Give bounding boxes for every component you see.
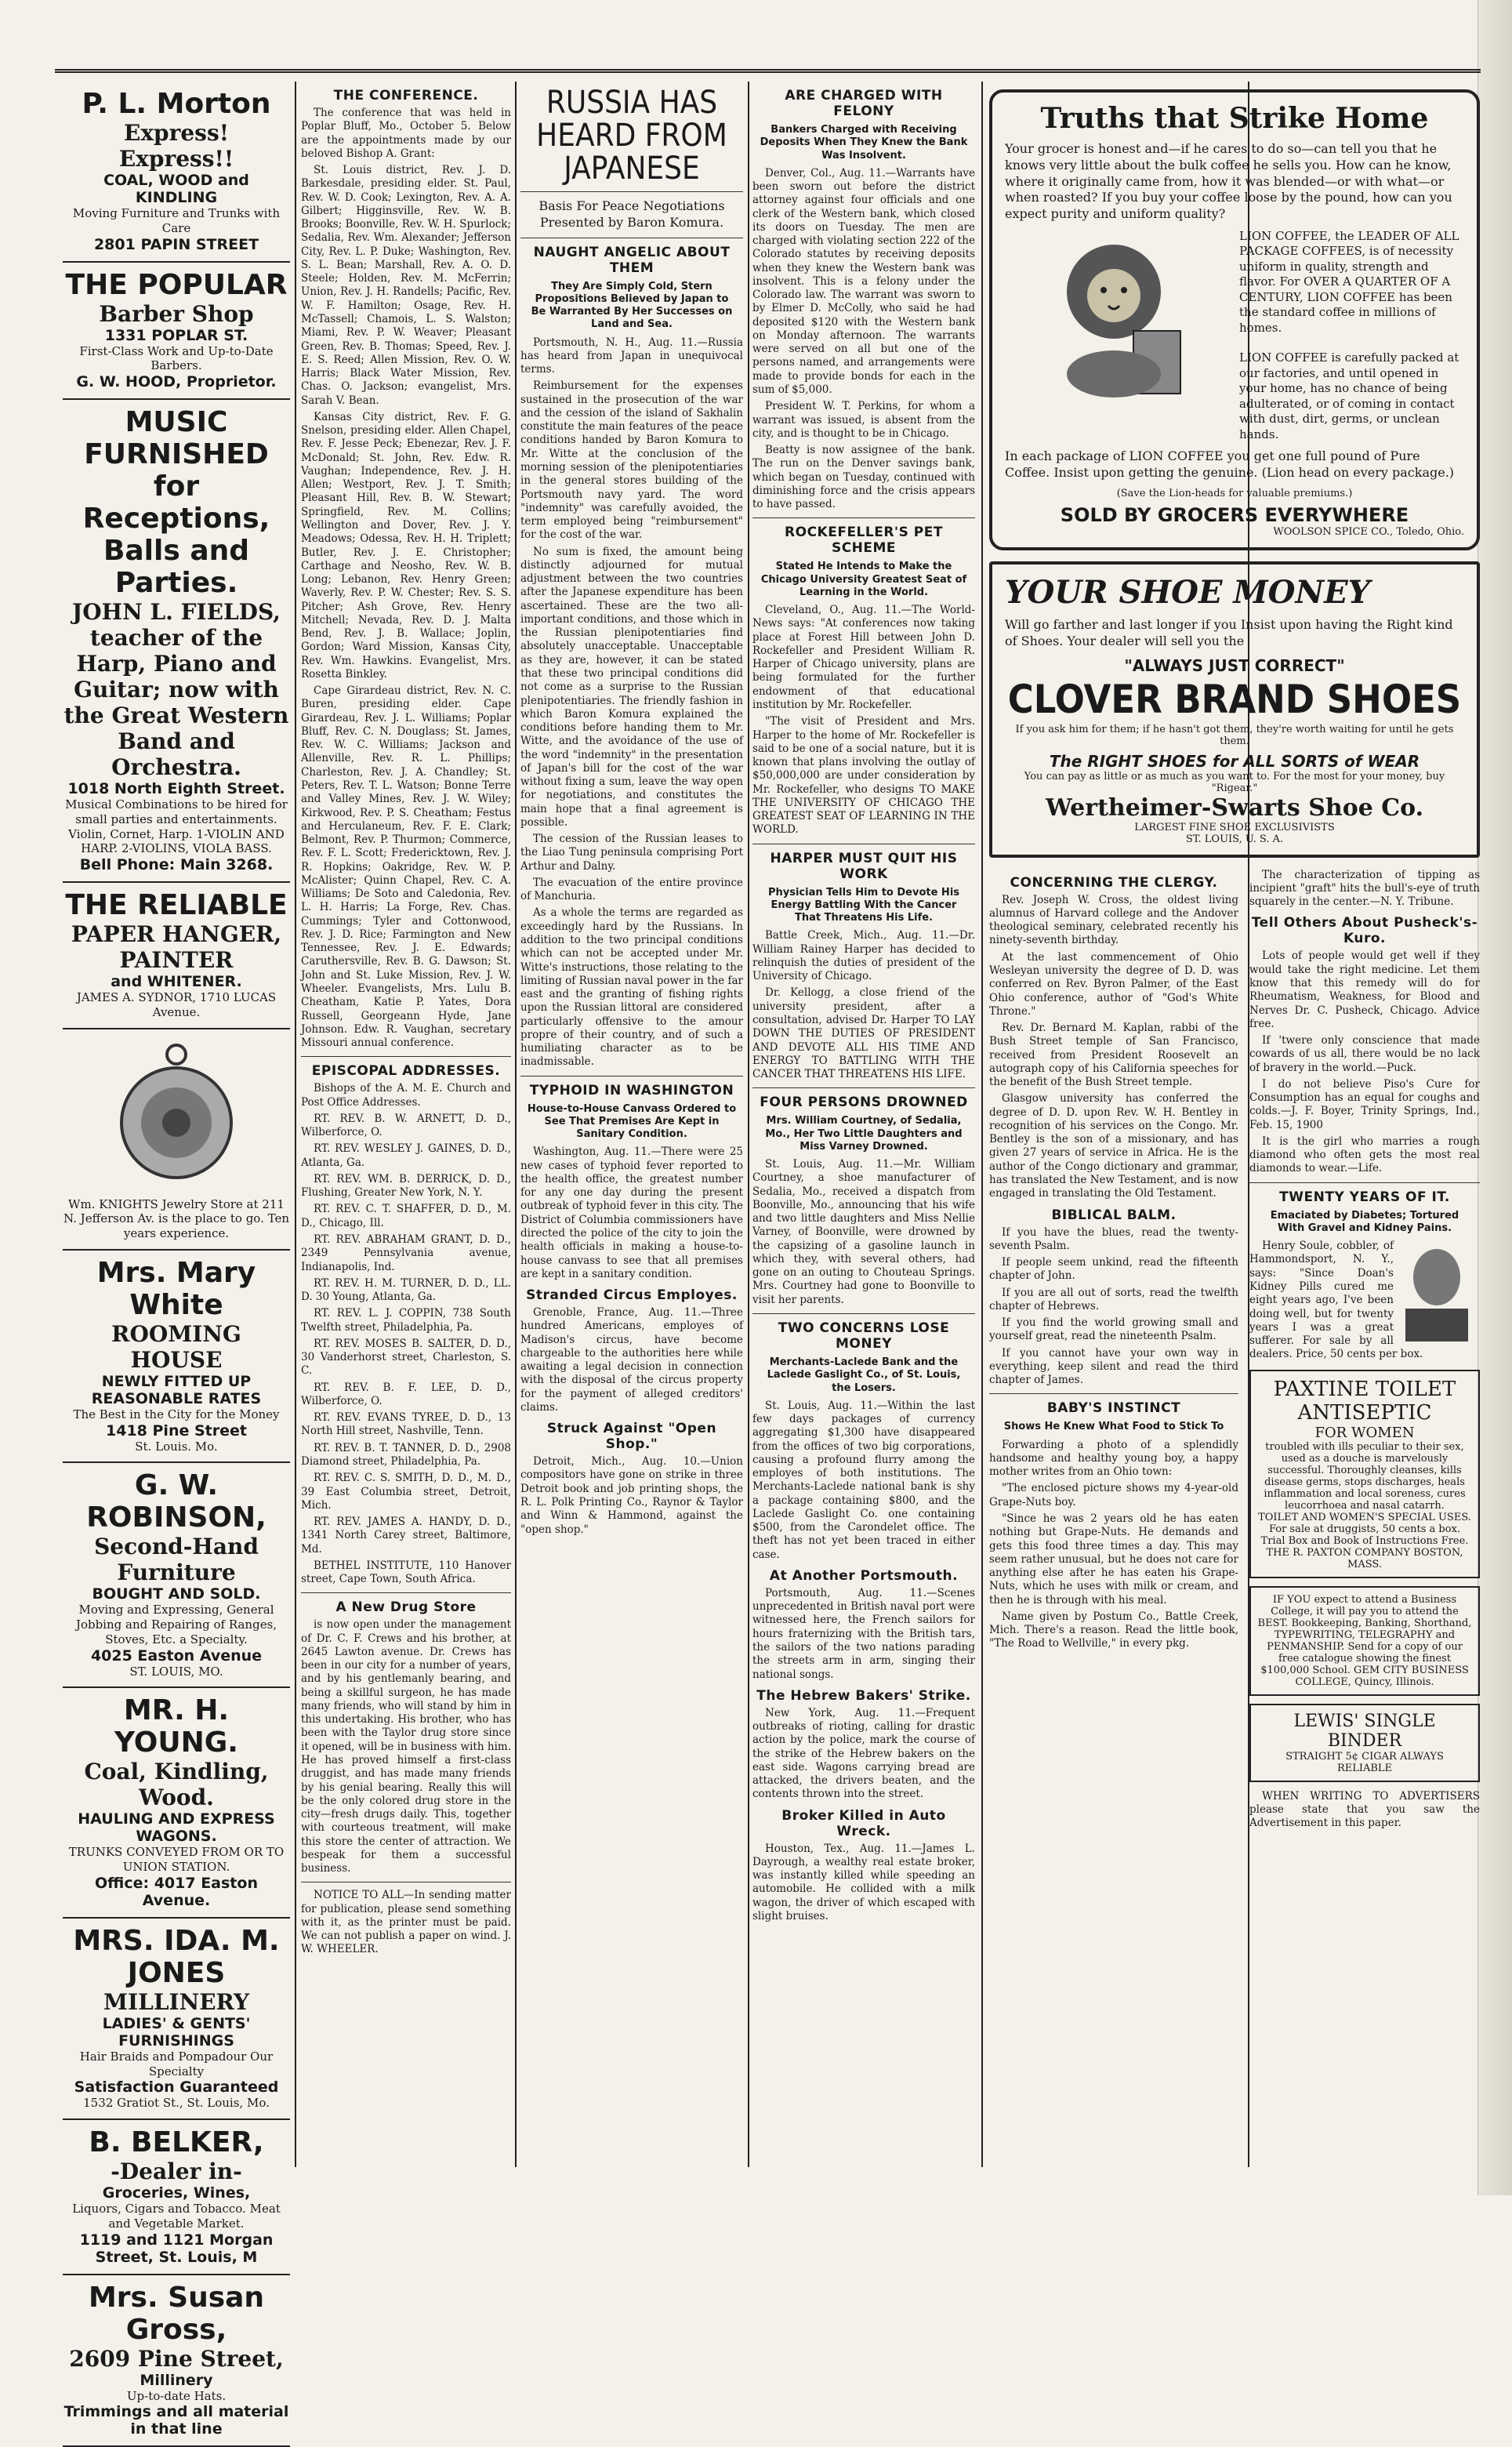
clergy-heading: CONCERNING THE CLERGY.: [989, 875, 1238, 891]
episcopal-paragraph: RT. REV. MOSES B. SALTER, D. D., 30 Vanderhorst street, Charleston, S. C.: [301, 1338, 511, 1378]
conference-column: [301, 82, 511, 2167]
episcopal-intro: Bishops of the A. M. E. Church and Post Office Addresses.: [301, 1082, 511, 1109]
barber-ad-line: G. W. HOOD, Proprietor.: [63, 373, 290, 390]
twoconcerns-deck: Merchants-Laclede Bank and the Laclede Gaslight Co., of St. Louis, the Losers.: [759, 1356, 969, 1395]
harper-paragraph: Dr. Kellogg, a close friend of the university president, after a consultation, advised Dr. Harper TO LAY DOWN THE DUTIES OF PRESIDENT AND DEVOTE ALL HIS TIME AND ENERGY TO BATTLING WITH THE CANCER THAT THREATENS HIS LIFE.: [752, 986, 975, 1081]
clover-pay: You can pay as little or as much as you want to. For the most for your money, buy "Rigear.": [1005, 771, 1464, 794]
clover-brand: CLOVER BRAND SHOES: [1005, 680, 1464, 719]
page-edge: [1478, 0, 1512, 2195]
drowned-body: [752, 1158, 975, 1307]
young-ad: [63, 1688, 290, 1919]
column-rule: [295, 82, 296, 2167]
young-ad-line: HAULING AND EXPRESS WAGONS.: [63, 1810, 290, 1845]
russia-subhead: NAUGHT ANGELIC ABOUT THEM: [520, 245, 743, 276]
rooming-ad-line: NEWLY FITTED UP REASONABLE RATES: [63, 1373, 290, 1407]
robinson-ad-line: G. W. ROBINSON,: [63, 1469, 290, 1534]
clergy-paragraph: At the last commencement of Ohio Wesleyan university the degree of D. D. was conferred on Rev. Byron Palmer, of the East Ohio conference, author of "God's White Throne.": [989, 951, 1238, 1018]
clover-city: ST. LOUIS, U. S. A.: [1005, 833, 1464, 845]
robinson-ad-line: Second-Hand Furniture: [63, 1534, 290, 1585]
lewis-title: LEWIS' SINGLE BINDER: [1257, 1712, 1472, 1751]
bakers-text: New York, Aug. 11.—Frequent outbreaks of rioting, calling for drastic action by the police, mark the course of the strike of the Hebrew bakers on the east side. Wagons carrying bread are attacked, the drivers beaten, and the contents thrown into the street.: [752, 1707, 975, 1802]
baby-paragraph: Forwarding a photo of a splendidly handsome and healthy young boy, a happy mother writes from an Ohio town:: [989, 1439, 1238, 1479]
episcopal-list: [301, 1113, 511, 1587]
belker-ad: [63, 2120, 290, 2275]
lewis-ad: [1249, 1704, 1480, 1782]
lion-icon: [1039, 229, 1196, 409]
conference-body: [301, 107, 511, 1050]
conference-paragraph: St. Louis district, Rev. J. D. Barkesdale, presiding elder. St. Paul, Rev. W. D. Cook; Lexington, Rev. A. A. Gilbert; Higginsville, Rev. W. B. Brooks; Boonville, Rev. W. H. Spurlock; Sedalia, Rev. Wm. Alexander; Jefferson City, Rev. L. P. Duke; Washington, Rev. S. L. Bean; Marshall, Rev. A. O. D. Steele; Holden, Rev. M. McFerrin; Union, Rev. J. H. Randells; Pacific, Rev. W. F. Hamilton; Osage, Rev. H. McTassell; Chamois, L. S. Walston; Miami, Rev. P. W. Weaver; Pleasant Green, Rev. B. Thomas; Speed, Rev. J. E. S. Reed; Allen Mission, Rev. O. W. Harris; Black Water Mission, Rev. Chas. O. Jackson; evangelist, Mrs. Sarah V. Bean.: [301, 164, 511, 408]
twenty-heading: TWENTY YEARS OF IT.: [1249, 1189, 1480, 1205]
notice-text: NOTICE TO ALL—In sending matter for publication, please send something with it, as the printer must be paid. We can not publish a paper on wind. J. W. WHEELER.: [301, 1889, 511, 1956]
paxtine-title: PAXTINE TOILET ANTISEPTIC: [1257, 1378, 1472, 1425]
paxtine-foot: TOILET AND WOMEN'S SPECIAL USES. For sale at druggists, 50 cents a box. Trial Box and Book of Instructions Free. THE R. PAXTON COMPANY BOSTON, MASS.: [1257, 1512, 1472, 1570]
clover-tag: LARGEST FINE SHOE EXCLUSIVISTS: [1005, 822, 1464, 833]
morton-ad-line: Express! Express!!: [63, 120, 290, 172]
episcopal-paragraph: RT. REV. L. J. COPPIN, 738 South Twelfth street, Philadelphia, Pa.: [301, 1307, 511, 1334]
rooming-ad-line: ROOMING HOUSE: [63, 1321, 290, 1373]
pocket-watch-icon: [118, 1040, 235, 1189]
advertiser-notice: WHEN WRITING TO ADVERTISERS please state that you saw the Advertisement in this paper.: [1249, 1790, 1480, 1831]
morton-ad-line: COAL, WOOD and KINDLING: [63, 172, 290, 206]
broker-heading: Broker Killed in Auto Wreck.: [752, 1808, 975, 1839]
lion-coffee-claim-1: LION COFFEE, the LEADER OF ALL PACKAGE COFFEES, is of necessity uniform in quality, strength and flavor. For OVER A QUARTER OF A CENTURY, LION COFFEE has been the standard coffee in millions of homes.: [1239, 229, 1464, 336]
lion-coffee-text: Your grocer is honest and—if he cares to do so—can tell you that he knows very little about the bulk coffee he sells you. How can he know, where it originally came from, how it was blended—or with what—or when roasted? If you buy your coffee loose by the pound, how can you expect purity and uniform quality?: [1005, 141, 1464, 223]
belker-ad-line: Liquors, Cigars and Tobacco. Meat and Vegetable Market.: [63, 2202, 290, 2231]
baby-deck: Shows He Knew What Food to Stick To: [995, 1421, 1232, 1433]
music-ad-line: 1018 North Eighth Street.: [63, 780, 290, 797]
masthead-rule: [55, 69, 1481, 73]
jones-ad-line: LADIES' & GENTS' FURNISHINGS: [63, 2015, 290, 2049]
conference-paragraph: The conference that was held in Poplar Bluff, Mo., October 5. Below are the appointments made by our beloved Bishop A. Grant:: [301, 107, 511, 161]
episcopal-paragraph: RT. REV. WESLEY J. GAINES, D. D., Atlanta, Ga.: [301, 1142, 511, 1170]
barber-ad-line: 1331 POPLAR ST.: [63, 327, 290, 344]
rooming-ad: [63, 1251, 290, 1464]
clover-ask: If you ask him for them; if he hasn't got them, they're worth waiting for until he gets them.: [1005, 724, 1464, 747]
conference-article: [301, 88, 511, 1957]
clergy-paragraph: Rev. Dr. Bernard M. Kaplan, rabbi of the Bush Street temple of San Francisco, received from President Roosevelt an autograph copy of his California speeches for the benefit of the Bush Street temple.: [989, 1022, 1238, 1089]
paperhanger-ad-line: PAPER HANGER, PAINTER: [63, 921, 290, 973]
jones-ad-line: MRS. IDA. M. JONES: [63, 1925, 290, 1989]
ads-column: [63, 82, 290, 2167]
episcopal-heading: EPISCOPAL ADDRESSES.: [301, 1063, 511, 1079]
episcopal-paragraph: RT. REV. C. S. SMITH, D. D., M. D., 39 East Columbia street, Detroit, Mich.: [301, 1472, 511, 1512]
clover-shoe-ad: [989, 561, 1480, 858]
lewis-sub: STRAIGHT 5¢ CIGAR ALWAYS RELIABLE: [1257, 1751, 1472, 1774]
lion-coffee-ad: [989, 89, 1480, 550]
jones-ad-line: 1532 Gratiot St., St. Louis, Mo.: [63, 2096, 290, 2111]
barber-ad: [63, 263, 290, 401]
episcopal-paragraph: RT. REV. WM. B. DERRICK, D. D., Flushing, Greater New York, N. Y.: [301, 1173, 511, 1200]
jones-ad-line: Satisfaction Guaranteed: [63, 2078, 290, 2096]
russia-paragraph: The evacuation of the entire province of Manchuria.: [520, 877, 743, 904]
russia-paragraph: Portsmouth, N. H., Aug. 11.—Russia has heard from Japan in unequivocal terms.: [520, 336, 743, 377]
rockefeller-heading: ROCKEFELLER'S PET SCHEME: [752, 525, 975, 556]
episcopal-paragraph: RT. REV. B. F. LEE, D. D., Wilberforce, O.: [301, 1381, 511, 1409]
divider: [752, 1087, 975, 1088]
gemcity-ad: [1249, 1586, 1480, 1696]
tipping-text: The characterization of tipping as incipient "graft" hits the bull's-eye of truth squarely in the center.—N. Y. Tribune.: [1249, 869, 1480, 909]
column-rule: [515, 82, 517, 2167]
robinson-ad-line: ST. LOUIS, MO.: [63, 1665, 290, 1679]
music-ad-line: Bell Phone: Main 3268.: [63, 856, 290, 873]
divider: [989, 1393, 1238, 1394]
baby-paragraph: "The enclosed picture shows my 4-year-old Grape-Nuts boy.: [989, 1482, 1238, 1509]
rooming-ad-line: The Best in the City for the Money: [63, 1407, 290, 1422]
puck-quip: If 'twere only conscience that made cowards of us all, there would be no lack of bravery in the world.—Puck.: [1249, 1034, 1480, 1075]
shoe-money-text: Will go farther and last longer if you Insist upon having the Right kind of Shoes. Your dealer will sell you the: [1005, 617, 1464, 650]
felony-body: [752, 167, 975, 512]
balm-heading: BIBLICAL BALM.: [989, 1207, 1238, 1223]
gross-ad-line: Trimmings and all material in that line: [63, 2403, 290, 2438]
conference-paragraph: Cape Girardeau district, Rev. N. C. Buren, presiding elder. Cape Girardeau, Rev. J. L. Williams; Poplar Bluff, Rev. C. N. Douglass; St. James, Rev. W. C. Williams; Jackson and Allenville, Rev. R. L. Phillips; Charleston, Rev. J. A. Chandley; St. Peters, Rev. T. L. Watson; Bonne Terre and Valley Mines, Rev. J. W. Wiley; Kirkwood, Rev. P. S. Cheatham; Festus and Herculaneum, Rev. F. E. Clark; Belmont, Rev. P. Thurmon; Commerce, Rev. F. L. Scott; Fredericktown, Rev. J. R. Hopkins; Oakridge, Rev. W. P. McAlister; Quinn Chapel, Rev. C. A. Williams; De Soto and Caledonia, Rev. L. H. Harris; La Forge, Rev. Chas. Cummings; Tyler and Cottonwood, Rev. J. D. Rice; Farmington and New Tennessee, Rev. J. E. Edwards; Caruthersville, Rev. B. G. Dawson; St. John and St. Luke Mission, Rev. J. W. Wheeler. Evangelists, Mrs. Lulu B. Cheatham, Katie P. Yates, Dora Russell, Georgeann Hyde, Jane Johnson. Edw. R. Vaughan, secretary Missouri annual conference.: [301, 684, 511, 1050]
felony-heading: ARE CHARGED WITH FELONY: [752, 88, 975, 119]
clergy-column: [989, 869, 1238, 1834]
episcopal-paragraph: RT. REV. EVANS TYREE, D. D., 13 North Hill street, Nashville, Tenn.: [301, 1411, 511, 1439]
paperhanger-ad-line: and WHITENER.: [63, 973, 290, 990]
music-ad-line: Musical Combinations to be hired for small parties and entertainments. Violin, Cornet, Harp. 1-VIOLIN AND HARP. 2-VIOLINS, VIOLA BASS.: [63, 797, 290, 856]
typhoid-paragraph: Washington, Aug. 11.—There were 25 new cases of typhoid fever reported to the health office, the greatest number for any one day during the present outbreak of typhoid fever in this city. The District of Columbia commissioners have directed the police of the city to join the health officials in making a house-to-house canvass to see that all premises are kept in a sanitary condition.: [520, 1145, 743, 1281]
paxtine-text: troubled with ills peculiar to their sex, used as a douche is marvelously successful. Thoroughly cleanses, kills disease germs, stops discharges, heals inflammation and local soreness, cures leucorrhoea and nasal catarrh.: [1257, 1441, 1472, 1512]
balm-paragraph: If you find the world growing small and yourself great, read the nineteenth Psalm.: [989, 1316, 1238, 1344]
gross-ad: [63, 2275, 290, 2447]
right-columns: [989, 82, 1480, 2167]
lion-coffee-sold: SOLD BY GROCERS EVERYWHERE: [1005, 504, 1464, 526]
harper-paragraph: Battle Creek, Mich., Aug. 11.—Dr. William Rainey Harper has decided to relinquish the duties of president of the University of Chicago.: [752, 929, 975, 983]
twoconcerns-paragraph: St. Louis, Aug. 11.—Within the last few days packages of currency aggregating $1,300 have disappeared from the offices of two big corporations, causing a profound flurry among the employes of both institutions. The Merchants-Laclede national bank is shy a package containing $800, and the Laclede Gaslight Co. one containing $500, from the Carondelet office. The theft has not yet been traced in either case.: [752, 1400, 975, 1562]
openshop-heading: Struck Against "Open Shop.": [520, 1421, 743, 1452]
russia-paragraph: The cession of the Russian leases to the Liao Tung peninsula comprising Port Arthur and Dalny.: [520, 833, 743, 873]
divider: [301, 1592, 511, 1593]
rockefeller-deck: Stated He Intends to Make the Chicago University Greatest Seat of Learning in the World.: [759, 561, 969, 599]
column-rule: [981, 82, 983, 2167]
russia-column: [520, 82, 743, 2167]
belker-ad-line: B. BELKER,: [63, 2126, 290, 2158]
stranded-heading: Stranded Circus Employes.: [520, 1287, 743, 1303]
divider: [301, 1056, 511, 1057]
conference-heading: THE CONFERENCE.: [301, 88, 511, 103]
jones-ad-line: MILLINERY: [63, 1989, 290, 2015]
episcopal-paragraph: RT. REV. JAMES A. HANDY, D. D., 1341 North Carey street, Baltimore, Md.: [301, 1516, 511, 1556]
news-column: [752, 82, 975, 2167]
paxtine-sub: FOR WOMEN: [1257, 1425, 1472, 1441]
russia-body: [520, 336, 743, 1069]
rockefeller-body: [752, 604, 975, 837]
rooming-ad-line: 1418 Pine Street: [63, 1422, 290, 1440]
rockefeller-paragraph: Cleveland, O., Aug. 11.—The World-News says: "At conferences now taking place at Forest Hill between John D. Rockefeller and President William R. Harper of Chicago university, plans are being formulated for the further endowment of that educational institution by Mr. Rockefeller.: [752, 604, 975, 712]
gross-ad-line: Up-to-date Hats.: [63, 2389, 290, 2404]
drowned-paragraph: St. Louis, Aug. 11.—Mr. William Courtney, a shoe manufacturer of Sedalia, Mo., received a dispatch from Boonville, Mo., announcing that his wife and two little daughters and Miss Nellie Varney, of Boonville, were drowned by the capsizing of a gasoline launch in which they, with several others, had gone on an outing to Chouteau Springs. Mrs. Courtney had gone to Boonville to visit her parents.: [752, 1158, 975, 1307]
lion-coffee-title: Truths that Strike Home: [1005, 102, 1464, 135]
balm-paragraph: If you are all out of sorts, read the twelfth chapter of Hebrews.: [989, 1287, 1238, 1314]
russia-sub: Basis For Peace Negotiations Presented by Baron Komura.: [520, 198, 743, 231]
robinson-ad-line: Moving and Expressing, General Jobbing and Repairing of Ranges, Stoves, Etc. a Specialty.: [63, 1603, 290, 1646]
harper-deck: Physician Tells Him to Devote His Energy Battling With the Cancer That Threatens His Life.: [759, 887, 969, 925]
gross-ad-line: Millinery: [63, 2372, 290, 2389]
misc-column: [1249, 869, 1480, 1834]
morton-ad: [63, 82, 290, 263]
felony-paragraph: Denver, Col., Aug. 11.—Warrants have been sworn out before the district attorney against four officials and one clerk of the Western bank, which closed its doors on Tuesday. The men are charged with violating section 222 of the Colorado statutes by receiving deposits when they knew the Western bank was insolvent. This is a felony under the Colorado law. The warrant was sworn to by Elmer D. McColly, who said he had deposited $120 with the Western bank on Monday afternoon. The warrants were served on all but one of the persons named, and arrangements were made to provide bonds for each in the sum of $5,000.: [752, 167, 975, 398]
barber-ad-line: First-Class Work and Up-to-Date Barbers.: [63, 344, 290, 374]
young-ad-line: Office: 4017 Easton Avenue.: [63, 1875, 290, 1909]
lion-coffee-maker: WOOLSON SPICE CO., Toledo, Ohio.: [1005, 526, 1464, 538]
twenty-deck: Emaciated by Diabetes; Tortured With Gravel and Kidney Pains.: [1256, 1210, 1474, 1236]
divider: [1249, 1182, 1480, 1183]
clover-right: The RIGHT SHOES for ALL SORTS of WEAR: [1005, 752, 1464, 771]
broker-text: Houston, Tex., Aug. 11.—James L. Dayrough, a wealthy real estate broker, was instantly killed while speeding an automobile. He collided with a milk wagon, the driver of which escaped with slight bruises.: [752, 1843, 975, 1924]
divider: [520, 191, 743, 192]
gemcity-text: IF YOU expect to attend a Business College, it will pay you to attend the BEST. Bookkeeping, Banking, Shorthand, TYPEWRITING, TELEGRAPHY and PENMANSHIP. Send for a copy of our free catalogue showing the finest $100,000 School. GEM CITY BUSINESS COLLEGE, Quincy, Illinois.: [1257, 1594, 1472, 1688]
music-ad: [63, 400, 290, 883]
morton-ad-line: Moving Furniture and Trunks with Care: [63, 206, 290, 236]
episcopal-paragraph: RT. REV. C. T. SHAFFER, D. D., M. D., Chicago, Ill.: [301, 1203, 511, 1230]
drugstore-text: is now open under the management of Dr. C. F. Crews and his brother, at 2645 Lawton avenue. Dr. Crews has been in our city for a number of years, and by his gentlemanly bearing, and being a skillful surgeon, he has made many friends, who will stand by him in this undertaking. His brother, who has been with the Taylor drug store since it opened, will be in business with him. He has proved himself a first-class druggist, and has made many friends by his genial bearing. Really this will be the only colored drug store in the city—fresh drugs daily. This, together with courteous treatment, will make this store the center of attraction. We bespeak for them a successful business.: [301, 1618, 511, 1875]
gross-ad-line: 2609 Pine Street,: [63, 2346, 290, 2372]
jones-ad-line: Hair Braids and Pompadour Our Specialty: [63, 2049, 290, 2079]
episcopal-paragraph: RT. REV. H. M. TURNER, D. D., LL. D. 30 Young, Atlanta, Ga.: [301, 1277, 511, 1305]
robinson-ad-line: BOUGHT AND SOLD.: [63, 1585, 290, 1603]
bakers-heading: The Hebrew Bakers' Strike.: [752, 1688, 975, 1704]
robinson-ad: [63, 1463, 290, 1688]
felony-deck: Bankers Charged with Receiving Deposits When They Knew the Bank Was Insolvent.: [759, 124, 969, 162]
twenty-text: Henry Soule, cobbler, of Hammondsport, N. Y., says: "Since Doan's Kidney Pills cured me eight years ago, I've been doing well, but for twenty years I was a great sufferer. For sale by all dealers. Price, 50 cents per box.: [1249, 1240, 1480, 1361]
episcopal-paragraph: BETHEL INSTITUTE, 110 Hanover street, Cape Town, South Africa.: [301, 1559, 511, 1587]
rooming-ad-line: Mrs. Mary White: [63, 1257, 290, 1321]
balm-paragraph: If people seem unkind, read the fifteenth chapter of John.: [989, 1256, 1238, 1283]
baby-body: [989, 1439, 1238, 1651]
pusheck-heading: Tell Others About Pusheck's-Kuro.: [1249, 915, 1480, 946]
knights-ad: [63, 1029, 290, 1251]
paxtine-ad: [1249, 1370, 1480, 1578]
typhoid-body: [520, 1145, 743, 1281]
young-ad-line: TRUNKS CONVEYED FROM OR TO UNION STATION.: [63, 1845, 290, 1875]
clergy-body: [989, 894, 1238, 1201]
man-portrait-icon: [1394, 1240, 1480, 1341]
lion-coffee-claim-3: In each package of LION COFFEE you get one full pound of Pure Coffee. Insist upon getting the genuine. (Lion head on every package.): [1005, 448, 1464, 481]
clover-slogan: "ALWAYS JUST CORRECT": [1005, 656, 1464, 675]
episcopal-paragraph: RT. REV. B. W. ARNETT, D. D., Wilberforce, O.: [301, 1113, 511, 1140]
belker-ad-line: Groceries, Wines,: [63, 2184, 290, 2202]
harper-body: [752, 929, 975, 1081]
divider: [752, 1313, 975, 1314]
belker-ad-line: 1119 and 1121 Morgan Street, St. Louis, M: [63, 2231, 290, 2266]
baby-paragraph: Name given by Postum Co., Battle Creek, Mich. There's a reason. Read the little book, "The Road to Wellville," in every pkg.: [989, 1610, 1238, 1651]
robinson-ad-line: 4025 Easton Avenue: [63, 1647, 290, 1665]
twoconcerns-heading: TWO CONCERNS LOSE MONEY: [752, 1320, 975, 1352]
jones-ad: [63, 1919, 290, 2120]
paperhanger-ad-line: THE RELIABLE: [63, 889, 290, 921]
baby-heading: BABY'S INSTINCT: [989, 1400, 1238, 1416]
openshop-text: Detroit, Mich., Aug. 10.—Union compositors have gone on strike in three Detroit book and job printing shops, the R. L. Polk Printing Co., Raynor & Taylor and Winn & Hammond, against the "open shop.": [520, 1455, 743, 1537]
rockefeller-paragraph: "The visit of President and Mrs. Harper to the home of Mr. Rockefeller is said to be one of a social nature, but it is known that plans involving the outlay of $50,000,000 are under consideration by Mr. Rockefeller, who designs TO MAKE THE UNIVERSITY OF CHICAGO THE GREATEST SEAT OF LEARNING IN THE WORLD.: [752, 715, 975, 837]
russia-paragraph: No sum is fixed, the amount being distinctly adjourned for mutual adjustment between the two countries after the Japanese expenditure has been ascertained. These are the two all-important conditions, and those which in the Russian plenipotentiaries find absolutely unacceptable. Unacceptable as they are, however, it can be stated that these two principal conditions did not come as a surprise to the Russian plenipotentiaries. The friendly fashion in which Baron Komura explained the conditions before handing them to Mr. Witte, and the avoidance of the use of the word "indemnity" in the presentation of Japan's bill for the cost of the war without fixing a sum, leave the way open for negotiations, and constitutes the main hope that a final agreement is possible.: [520, 546, 743, 830]
drowned-deck: Mrs. William Courtney, of Sedalia, Mo., Her Two Little Daughters and Miss Varney Drowned.: [759, 1115, 969, 1153]
belker-ad-line: -Dealer in-: [63, 2158, 290, 2184]
episcopal-paragraph: RT. REV. ABRAHAM GRANT, D. D., 2349 Pennsylvania avenue, Indianapolis, Ind.: [301, 1233, 511, 1274]
piso-text: I do not believe Piso's Cure for Consumption has an equal for coughs and colds.—J. F. Boyer, Trinity Springs, Ind., Feb. 15, 1900: [1249, 1078, 1480, 1132]
barber-ad-line: Barber Shop: [63, 301, 290, 327]
barber-ad-line: THE POPULAR: [63, 269, 290, 301]
russia-headline: RUSSIA HAS HEARD FROM JAPANESE: [520, 86, 743, 185]
knights-ad-line: Wm. KNIGHTS Jewelry Store at 211 N. Jefferson Av. is the place to go. Ten years experience.: [63, 1197, 290, 1241]
stranded-text: Grenoble, France, Aug. 11.—Three hundred Americans, employes of Madison's circus, have become chargeable to the authorities here while awaiting a legal decision in connection with the disposal of the circus property for the payment of alleged creditors' claims.: [520, 1306, 743, 1414]
shoe-money-title: YOUR SHOE MONEY: [1005, 574, 1464, 611]
life-quip: It is the girl who marries a rough diamond who often gets the most real diamonds to wear.—Life.: [1249, 1135, 1480, 1176]
felony-article: [752, 88, 975, 1923]
portsmouth-text: Portsmouth, Aug. 11.—Scenes unprecedented in British naval port were witnessed here, the French sailors for hours fraternizing with the British tars, the sailors of the two nations parading the streets arm in arm, singing their national songs.: [752, 1587, 975, 1682]
drowned-heading: FOUR PERSONS DROWNED: [752, 1095, 975, 1110]
balm-body: [989, 1226, 1238, 1388]
morton-ad-line: 2801 PAPIN STREET: [63, 236, 290, 253]
column-rule: [748, 82, 749, 2167]
clover-company: Wertheimer-Swarts Shoe Co.: [1005, 794, 1464, 822]
baby-paragraph: "Since he was 2 years old he has eaten nothing but Grape-Nuts. He demands and gets this food three times a day. This may seem rather unusual, but he does not care for anything else after he has eaten his Grape-Nuts, which he uses with milk or cream, and then he is through with his meal.: [989, 1512, 1238, 1607]
young-ad-line: Coal, Kindling, Wood.: [63, 1759, 290, 1810]
lion-coffee-note: (Save the Lion-heads for valuable premiums.): [1005, 488, 1464, 499]
russia-paragraph: As a whole the terms are regarded as exceedingly hard by the Russians. In addition to the two principal conditions which can not be accepted under Mr. Witte's instructions, those relating to the limiting of Russian naval power in the far east and the granting of fishing rights upon the Russian littoral are considered particularly offensive to the amour propre of their country, and of such a humiliating character as to be inadmissable.: [520, 906, 743, 1069]
lion-coffee-claim-2: LION COFFEE is carefully packed at our factories, and until opened in your home, has no chance of being adulterated, or of coming in contact with dust, dirt, germs, or unclean hands.: [1239, 350, 1464, 442]
russia-article: [520, 86, 743, 1537]
music-ad-line: MUSIC FURNISHED for Receptions, Balls and Parties.: [63, 406, 290, 599]
divider: [752, 517, 975, 518]
typhoid-heading: TYPHOID IN WASHINGTON: [520, 1083, 743, 1098]
morton-ad-line: P. L. Morton: [63, 88, 290, 120]
felony-paragraph: Beatty is now assignee of the bank. The run on the Denver savings bank, which began on Tuesday, continued with diminishing force and the crisis appears to have passed.: [752, 444, 975, 511]
paperhanger-ad: [63, 883, 290, 1029]
balm-paragraph: If you have the blues, read the twenty-seventh Psalm.: [989, 1226, 1238, 1254]
typhoid-deck: House-to-House Canvass Ordered to See That Premises Are Kept in Sanitary Condition.: [527, 1103, 737, 1142]
music-ad-line: JOHN L. FIELDS, teacher of the Harp, Piano and Guitar; now with the Great Western Band and Orchestra.: [63, 599, 290, 780]
episcopal-paragraph: RT. REV. B. T. TANNER, D. D., 2908 Diamond street, Philadelphia, Pa.: [301, 1442, 511, 1469]
felony-paragraph: President W. T. Perkins, for whom a warrant was issued, is absent from the city, and is thought to be in Chicago.: [752, 400, 975, 441]
paperhanger-ad-line: JAMES A. SYDNOR, 1710 LUCAS Avenue.: [63, 990, 290, 1020]
gross-ad-line: Mrs. Susan Gross,: [63, 2282, 290, 2346]
drugstore-heading: A New Drug Store: [301, 1599, 511, 1615]
russia-paragraph: Reimbursement for the expenses sustained in the prosecution of the war and the cession of the island of Sakhalin constitute the main features of the peace conditions handed by Baron Komura to Mr. Witte at the conclusion of the morning session of the plenipotentiaries in the general stores building of the Portsmouth navy yard. The word "indemnity" was carefully avoided, the term employed being "reimbursement" for the cost of the war.: [520, 379, 743, 542]
clergy-paragraph: Glasgow university has conferred the degree of D. D. upon Rev. W. H. Bentley in recognition of his services on the Congo. Mr. Bentley is the son of a missionary, and has given 27 years of service in Africa. He is the author of the Congo dictionary and grammar, has translated the New Testament, and is now engaged in translating the Old Testament.: [989, 1092, 1238, 1200]
harper-heading: HARPER MUST QUIT HIS WORK: [752, 851, 975, 882]
portsmouth-heading: At Another Portsmouth.: [752, 1568, 975, 1584]
clergy-paragraph: Rev. Joseph W. Cross, the oldest living alumnus of Harvard college and the Andover theological seminary, celebrated recently his ninety-seventh birthday.: [989, 894, 1238, 948]
balm-paragraph: If you cannot have your own way in everything, keep silent and read the third chapter of James.: [989, 1347, 1238, 1388]
conference-paragraph: Kansas City district, Rev. F. G. Snelson, presiding elder. Allen Chapel, Rev. F. Jesse Peck; Ebenezar, Rev. J. F. McDonald; St. John, Rev. Edw. R. Vaughan; Independence, Rev. J. H. Allen; Westport, Rev. J. T. Smith; Pleasant Hill, Rev. B. W. Stewart; Springfield, Rev. M. Collins; Wellington and Dover, Rev. J. Y. Meadows; Odessa, Rev. H. H. Triplett; Butler, Rev. J. E. Christopher; Carthage and Neosho, Rev. W. B. Long; Lebanon, Rev. Henry Green; Waverly, Rev. P. W. Chester; Rev. S. S. Pitcher; Ash Grove, Rev. Henry Mitchell; Nevada, Rev. D. J. Malta Bend, Rev. J. B. Wallace; Joplin, Gordon; Ward Mission, Kansas City, Rev. Wm. Hawkins. Evangelist, Mrs. Rosetta Binkley.: [301, 411, 511, 681]
russia-deck: They Are Simply Cold, Stern Propositions Believed by Japan to Be Warranted By Her Successes on Land and Sea.: [527, 281, 737, 332]
young-ad-line: MR. H. YOUNG.: [63, 1694, 290, 1759]
twoconcerns-body: [752, 1400, 975, 1562]
pusheck-body: Lots of people would get well if they would take the right medicine. Let them know that this remedy will do for Rheumatism, Weakness, for Blood and Nerves Dr. C. Pusheck, Chicago. Advice free.: [1249, 949, 1480, 1031]
rooming-ad-line: St. Louis. Mo.: [63, 1440, 290, 1454]
